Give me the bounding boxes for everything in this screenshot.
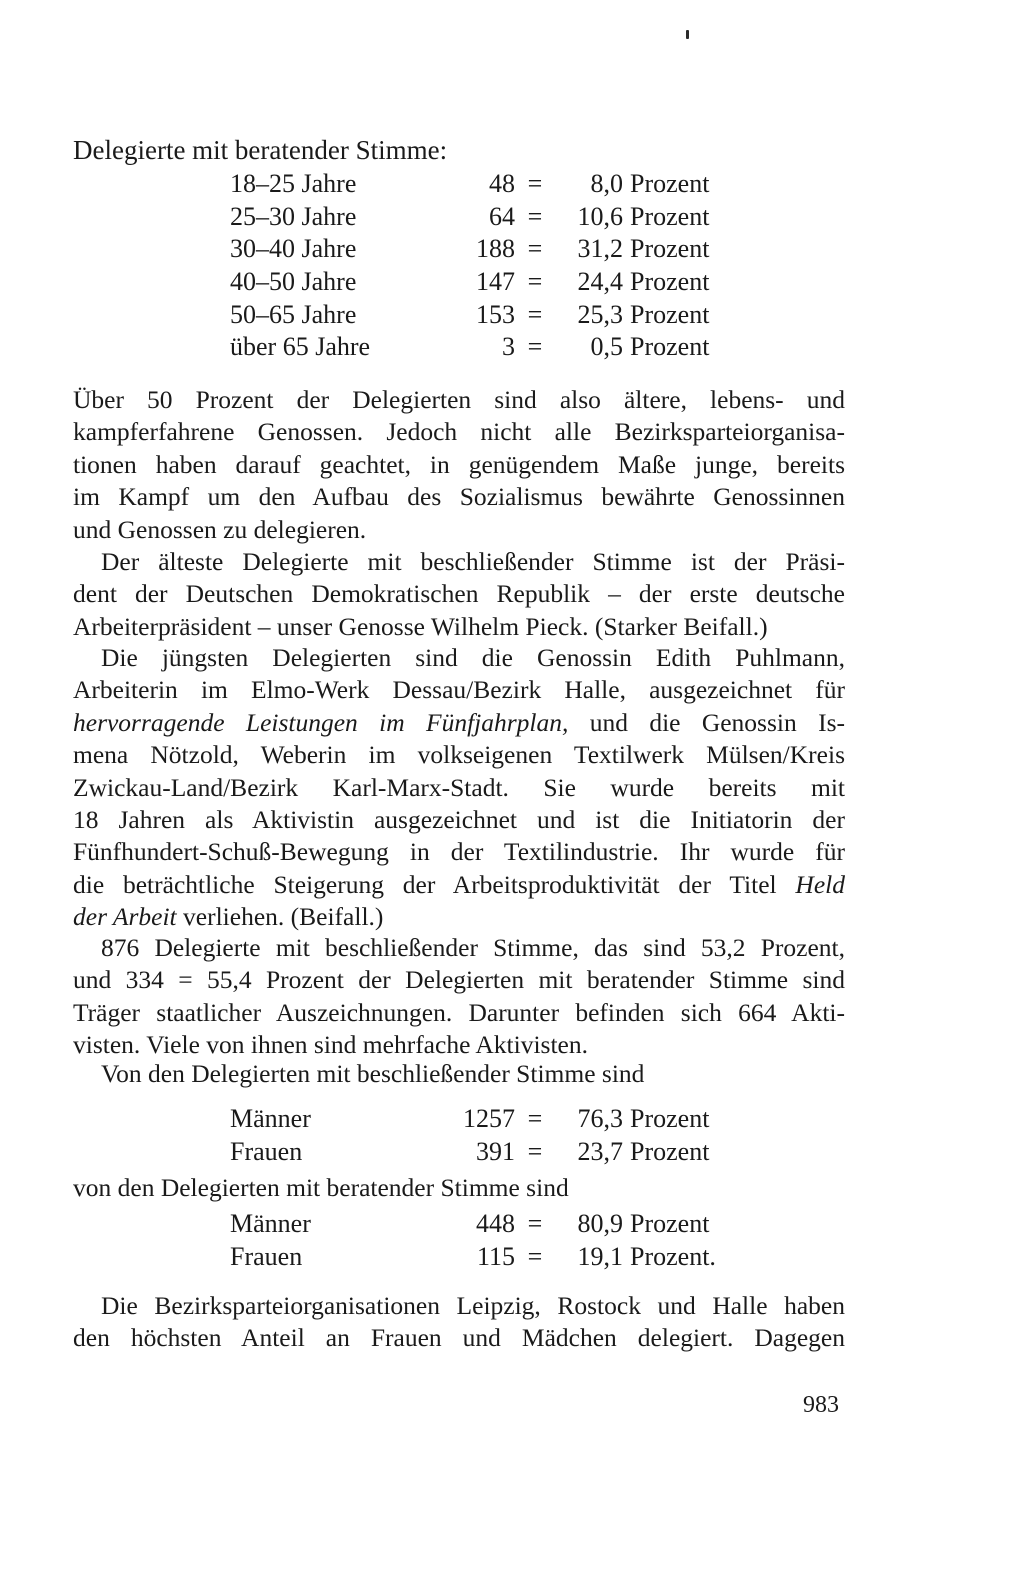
text-line: visten. Viele von ihnen sind mehrfache Aktivisten. <box>73 1030 588 1060</box>
percentage-value: 76,3 <box>577 1104 623 1134</box>
percentage-value: 25,3 <box>577 299 623 329</box>
table-row <box>230 1241 716 1274</box>
text-fragment: und die Genossin Is- <box>568 707 845 737</box>
italic-phrase: Held <box>795 869 845 899</box>
text-fragment: verliehen. (Beifall.) <box>176 902 384 932</box>
intro-voting-delegates <box>73 1058 845 1090</box>
gender-label: Männer <box>230 1209 311 1239</box>
text-line: Arbeiterpräsident – unser Genosse Wilhelm Pieck. (Starker Beifall.) <box>73 611 768 641</box>
equals-sign: = <box>527 1209 543 1239</box>
percentage-unit: Prozent <box>630 234 710 264</box>
gender-label: Männer <box>230 1104 311 1134</box>
delegate-count: 153 <box>476 299 515 329</box>
delegate-count: 3 <box>502 332 515 362</box>
text-line: mena Nötzold, Weberin im volkseigenen Textilwerk Mülsen/Kreis <box>73 740 845 770</box>
text-line: Zwickau-Land/Bezirk Karl-Marx-Stadt. Sie wurde bereits mit <box>73 772 845 802</box>
text-line <box>73 707 845 739</box>
delegate-count: 115 <box>476 1241 515 1271</box>
text-line: Träger staatlicher Auszeichnungen. Darunter befinden sich 664 Akti- <box>73 997 845 1027</box>
text-line: Über 50 Prozent der Delegierten sind also ältere, lebens- und <box>73 385 845 414</box>
text-line: tionen haben darauf geachtet, in genügendem Maße junge, bereits <box>73 449 845 479</box>
italic-phrase: der Arbeit <box>73 902 177 932</box>
table-row <box>230 1103 709 1136</box>
paragraph-older-delegates <box>73 384 845 546</box>
table-row <box>230 201 709 234</box>
percentage-unit: Prozent <box>630 1136 710 1166</box>
age-group-label: 40–50 Jahre <box>230 267 357 297</box>
percentage-unit: Prozent <box>630 1209 710 1239</box>
gender-table-advisory <box>230 1208 716 1273</box>
percentage-value: 80,9 <box>577 1209 623 1239</box>
paragraph-youngest-delegates <box>73 642 845 934</box>
delegate-count: 188 <box>476 234 515 264</box>
percentage-unit: Prozent <box>630 169 710 199</box>
age-group-label: 18–25 Jahre <box>230 169 357 199</box>
text-fragment: die beträchtliche Steigerung der Arbeitsproduktivität der Titel <box>73 869 796 899</box>
age-distribution-table <box>230 168 709 364</box>
text-line: den höchsten Anteil an Frauen und Mädchen delegiert. Dagegen <box>73 1323 845 1353</box>
equals-sign: = <box>527 267 543 297</box>
text-line: 876 Delegierte mit beschließender Stimme, das sind 53,2 Prozent, <box>101 933 845 962</box>
paragraph-awards <box>73 932 845 1062</box>
paragraph-oldest-delegate <box>73 546 845 643</box>
gender-table-voting <box>230 1103 709 1168</box>
text-line: und 334 = 55,4 Prozent der Delegierten mit beratender Stimme sind <box>73 965 845 995</box>
text-line: kampferfahrene Genossen. Jedoch nicht alle Bezirksparteiorganisa- <box>73 417 845 447</box>
text-line: im Kampf um den Aufbau des Sozialismus bewährte Genossinnen <box>73 482 845 512</box>
table-row <box>230 168 709 201</box>
age-group-label: 25–30 Jahre <box>230 201 357 231</box>
equals-sign: = <box>527 1241 543 1271</box>
delegate-count: 64 <box>489 201 515 231</box>
percentage-unit: Prozent <box>630 299 710 329</box>
stray-ink-mark <box>686 30 689 39</box>
delegate-count: 147 <box>476 267 515 297</box>
percentage-value: 10,6 <box>577 201 623 231</box>
equals-sign: = <box>527 1104 543 1134</box>
age-group-label: 30–40 Jahre <box>230 234 357 264</box>
equals-sign: = <box>527 299 543 329</box>
percentage-unit: Prozent. <box>630 1241 716 1271</box>
percentage-value: 31,2 <box>577 234 623 264</box>
percentage-value: 8,0 <box>590 169 623 199</box>
text-line: Arbeiterin im Elmo-Werk Dessau/Bezirk Halle, ausgezeichnet für <box>73 675 845 705</box>
percentage-unit: Prozent <box>630 332 710 362</box>
text-line: Von den Delegierten mit beschließender Stimme sind <box>101 1059 645 1088</box>
table-row <box>230 233 709 266</box>
text-line: und Genossen zu delegieren. <box>73 514 367 544</box>
italic-phrase: hervorragende Leistungen im Fünfjahrplan, <box>73 707 569 737</box>
table-row <box>230 1208 716 1241</box>
table-row <box>230 298 709 331</box>
equals-sign: = <box>527 332 543 362</box>
page-number: 983 <box>803 1392 839 1418</box>
percentage-value: 24,4 <box>577 267 623 297</box>
delegate-count: 1257 <box>463 1104 515 1134</box>
delegate-count: 391 <box>476 1136 515 1166</box>
delegate-count: 48 <box>489 169 515 199</box>
gender-label: Frauen <box>230 1136 303 1166</box>
percentage-unit: Prozent <box>630 1104 710 1134</box>
text-line <box>73 869 845 901</box>
equals-sign: = <box>527 201 543 231</box>
text-line: dent der Deutschen Demokratischen Republik – der erste deutsche <box>73 579 845 609</box>
paragraph-regional-share <box>73 1290 845 1355</box>
percentage-value: 19,1 <box>577 1241 623 1271</box>
equals-sign: = <box>527 169 543 199</box>
section-heading: Delegierte mit beratender Stimme: <box>73 135 448 165</box>
table-row <box>230 266 709 299</box>
text-line: Die jüngsten Delegierten sind die Genossin Edith Puhlmann, <box>101 643 845 672</box>
gender-label: Frauen <box>230 1241 303 1271</box>
text-line <box>73 901 845 933</box>
equals-sign: = <box>527 234 543 264</box>
percentage-unit: Prozent <box>630 201 710 231</box>
text-line: Die Bezirksparteiorganisationen Leipzig, Rostock und Halle haben <box>101 1291 845 1320</box>
percentage-value: 0,5 <box>590 332 623 362</box>
text-line: Der älteste Delegierte mit beschließender Stimme ist der Präsi- <box>101 547 845 576</box>
delegate-count: 448 <box>476 1209 515 1239</box>
equals-sign: = <box>527 1136 543 1166</box>
age-group-label: 50–65 Jahre <box>230 299 357 329</box>
percentage-value: 23,7 <box>577 1136 623 1166</box>
percentage-unit: Prozent <box>630 267 710 297</box>
table-row <box>230 1136 709 1169</box>
intro-advisory-delegates <box>73 1172 845 1204</box>
table-row <box>230 331 709 364</box>
age-group-label: über 65 Jahre <box>230 332 371 362</box>
text-line: 18 Jahren als Aktivistin ausgezeichnet und ist die Initiatorin der <box>73 805 845 835</box>
text-line: Fünfhundert-Schuß-Bewegung in der Textilindustrie. Ihr wurde für <box>73 837 845 867</box>
text-line: von den Delegierten mit beratender Stimme sind <box>73 1173 569 1202</box>
